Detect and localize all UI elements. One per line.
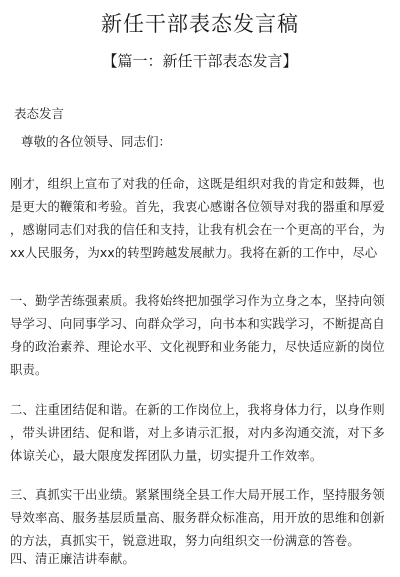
text-line: 刚才，组织上宣布了对我的任命，这既是组织对我的肯定和鼓舞，也 — [10, 177, 385, 191]
page-title: 新任干部表态发言稿 — [101, 12, 299, 36]
text-line: 四、清正廉洁讲奉献。 — [10, 552, 135, 566]
paragraph-point-3 — [10, 484, 392, 553]
text-line: ，带头讲团结、促和谐，对上多请示汇报，对内多沟通交流，对下多 — [10, 426, 385, 440]
text-line: 导效率高、服务基层质量高、服务群众标准高，用开放的思维和创新 — [10, 511, 385, 525]
paragraph-point-4 — [10, 548, 392, 571]
paragraph-point-1 — [10, 290, 392, 382]
text-line: 体谅关心，最大限度发挥团队力量，切实提升工作效率。 — [10, 449, 323, 463]
greeting-line: 尊敬的各位领导、同志们： — [21, 134, 172, 149]
text-line: 二、注重团结促和谐。在新的工作岗位上，我将身体力行，以身作则 — [10, 403, 385, 417]
text-line: 一、勤学苦练强素质。我将始终把加强学习作为立身之本，坚持向领 — [10, 294, 385, 308]
text-line: xx人民服务，为xx的转型跨越发展献力。我将在新的工作中，尽心 — [10, 246, 378, 260]
text-line: 职责。 — [10, 363, 48, 377]
article-heading: 【篇一：新任干部表态发言】 — [102, 52, 298, 70]
section-label: 表态发言 — [14, 106, 65, 121]
paragraph-intro — [10, 173, 392, 265]
text-line: 导学习、向同事学习、向群众学习，向书本和实践学习，不断提高自 — [10, 317, 385, 331]
text-line: 的方法，真抓实干，锐意进取，努力向组织交一份满意的答卷。 — [10, 534, 360, 548]
text-line: 是更大的鞭策和考验。首先，我衷心感谢各位领导对我的器重和厚爱 — [10, 200, 385, 214]
text-line: 身的政治素养、理论水平、文化视野和业务能力，尽快适应新的岗位 — [10, 340, 385, 354]
text-line: ，感谢同志们对我的信任和支持，让我有机会在一个更高的平台，为 — [10, 223, 385, 237]
paragraph-point-2 — [10, 399, 392, 468]
text-line: 三、真抓实干出业绩。紧紧围绕全县工作大局开展工作，坚持服务领 — [10, 488, 385, 502]
